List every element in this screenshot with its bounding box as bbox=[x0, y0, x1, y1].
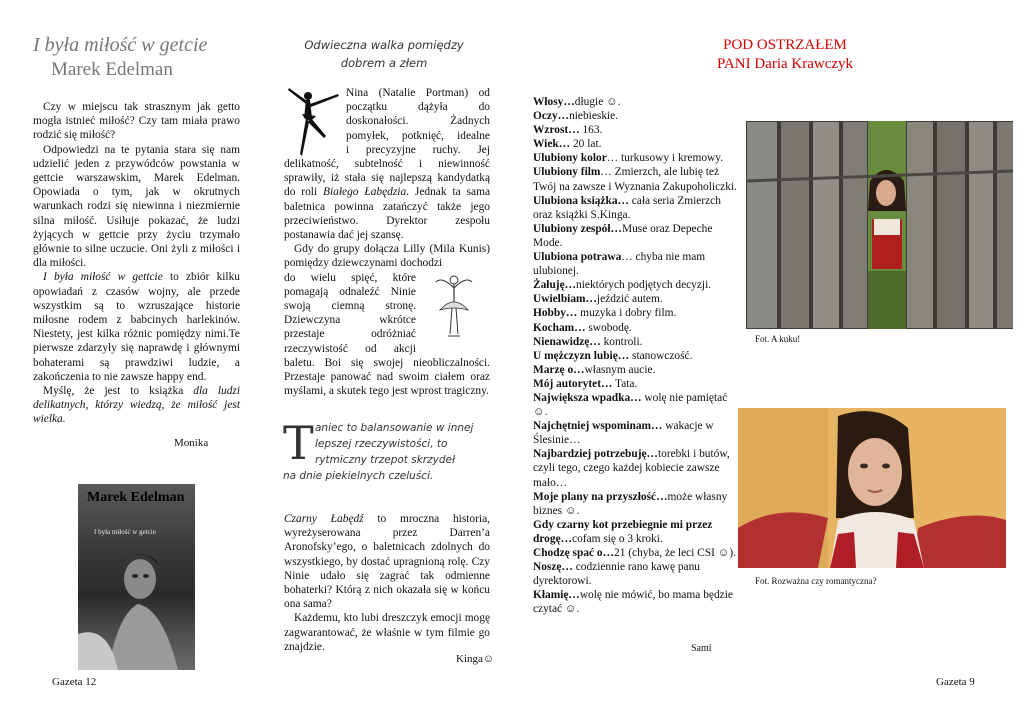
middle-heading bbox=[284, 36, 484, 72]
drop-cap: T bbox=[283, 416, 314, 470]
heading-line: dobrem a złem bbox=[340, 56, 428, 70]
paragraph-italic: Białego Łabędzia bbox=[323, 186, 407, 199]
qa-answer: własnym aucie. bbox=[584, 363, 656, 376]
article-author: Marek Edelman bbox=[51, 59, 173, 80]
photo-caption: Fot. A kuku! bbox=[755, 334, 801, 344]
text-line: swoją ciemną stronę. bbox=[284, 300, 416, 313]
qa-item bbox=[533, 447, 739, 489]
qa-question: Najbardziej potrzebuję… bbox=[533, 448, 658, 461]
signature: Monika bbox=[174, 437, 209, 449]
qa-question: Żałuję… bbox=[533, 279, 577, 292]
qa-question: Noszę… bbox=[533, 561, 573, 574]
qa-question: Nienawidzę… bbox=[533, 335, 601, 348]
qa-item bbox=[533, 109, 739, 123]
qa-answer: może własny biznes ☺. bbox=[533, 490, 728, 517]
qa-answer: … turkusowy i kremowy. bbox=[606, 152, 724, 165]
portrait-photo-icon bbox=[738, 408, 1006, 568]
photo-portrait bbox=[738, 408, 1006, 568]
paragraph: Każdemu, kto lubi dreszczyk emocji mogę zagwarantować, że właśnie w tym filmie go znajdzie. bbox=[284, 612, 490, 653]
qa-answer: Tata. bbox=[612, 377, 638, 390]
text-line: pomyłek, potknięć, idealne bbox=[346, 129, 490, 142]
heading-line: Odwieczna walka pomiędzy bbox=[304, 38, 464, 52]
qa-question: Uwielbiam… bbox=[533, 293, 597, 306]
paragraph-text: . Jednak ta sama baletnica powinna zatańczyć także jego przeciwieństwo. Dyrektor zespołu postanawia dać jej szansę. bbox=[284, 186, 491, 242]
qa-item bbox=[533, 137, 739, 151]
qa-answer: cofam się o 3 kroki. bbox=[572, 532, 663, 545]
paragraph bbox=[33, 384, 240, 427]
qa-answer: cała seria Zmierzch oraz książki S.Kinga. bbox=[533, 194, 721, 221]
ballerina-sketch-icon bbox=[430, 272, 478, 342]
middle-body-2 bbox=[284, 512, 490, 654]
photo-caption: Fot. Rozważna czy romantyczna? bbox=[755, 576, 877, 586]
qa-question: Ulubiony kolor bbox=[533, 152, 607, 165]
quote-line: aniec to balansowanie w innej bbox=[315, 422, 474, 434]
paragraph-text: to zbiór kilku opowiadań z czasów wojny, ale przede wszystkim są to wzruszające historie miłosne rodem z babcinych harlekinów. Niestety, jest kilka różnic pomiędzy nimi.Te pierwsze zdarzyły się naprawdę i głównymi bohaterami są prawdziwi ludzie, a zakończenia to nie zawsze happy end. bbox=[33, 271, 240, 383]
qa-answer: codziennie rano kawę panu dyrektorowi. bbox=[533, 561, 700, 588]
text-line: Nina (Natalie Portman) od bbox=[346, 87, 490, 99]
qa-item bbox=[533, 278, 739, 292]
qa-question: Ulubiona potrawa bbox=[533, 251, 622, 264]
quote-line: rytmiczny trzepot skrzydeł bbox=[315, 454, 455, 466]
qa-answer: Muse oraz Depeche Mode. bbox=[533, 222, 713, 249]
qa-item bbox=[533, 588, 739, 616]
page-number-left: Gazeta 12 bbox=[52, 676, 97, 688]
qa-question: Moje plany na przyszłość… bbox=[533, 490, 668, 503]
text-line: doskonałości. Żadnych bbox=[346, 115, 490, 128]
middle-body bbox=[284, 86, 490, 398]
text-line: pomagają odnaleźć Ninie bbox=[284, 285, 416, 298]
text-line: początku dążyła do bbox=[346, 101, 490, 114]
qa-question: Włosy… bbox=[533, 96, 575, 108]
wrapped-lines bbox=[346, 86, 490, 157]
qa-item bbox=[533, 306, 739, 320]
book-cover-title: I była miłość w getcie bbox=[94, 528, 156, 536]
paragraph-text: delikatność, subtelność i niewinność sprawiły, iż stała się najlepszą kandydatką do roli bbox=[284, 158, 490, 199]
qa-question: U mężczyzn lubię… bbox=[533, 349, 630, 362]
quote-line: lepszej rzeczywistości, to bbox=[315, 438, 448, 450]
left-article bbox=[33, 34, 248, 81]
book-title-inline: I była miłość w gettcie bbox=[43, 271, 163, 284]
book-cover-author: Marek Edelman bbox=[87, 490, 185, 505]
signature: Kinga☺ bbox=[456, 653, 495, 665]
qa-question: Kłamię… bbox=[533, 589, 580, 602]
qa-item bbox=[533, 518, 739, 546]
qa-question: Ulubiony zespół… bbox=[533, 222, 622, 235]
paragraph bbox=[284, 157, 490, 242]
paragraph: baletu. Boi się swojej nieobliczalności. Przestaje panować nad swoim ciałem oraz myślami, a skutek tego jest wprost tragiczny. bbox=[284, 356, 490, 398]
qa-answer: wolę nie mówić, bo mama będzie czytać ☺. bbox=[533, 589, 733, 616]
text-line: Dziewczyna wkrótce bbox=[284, 314, 416, 327]
qa-question: Najchętniej wspominam… bbox=[533, 420, 663, 433]
child-photo-icon bbox=[78, 484, 195, 670]
paragraph-italic: Czarny Łabędź bbox=[284, 513, 364, 525]
page-number-right: Gazeta 9 bbox=[936, 676, 975, 688]
paragraph bbox=[284, 512, 490, 611]
text-line: przestaje odróżniać bbox=[284, 328, 416, 341]
qa-question: Największa wpadka… bbox=[533, 391, 642, 404]
qa-answer: swobodę. bbox=[585, 321, 632, 334]
qa-answer: kontroli. bbox=[600, 335, 643, 348]
qa-item bbox=[533, 123, 739, 137]
title-line: POD OSTRZAŁEM bbox=[723, 37, 847, 53]
qa-item bbox=[533, 391, 739, 419]
qa-answer: torebki i butów, czyli tego, czego każdej kobiecie zawsze mało… bbox=[533, 448, 730, 489]
quote-block bbox=[283, 416, 488, 495]
qa-answer: 21 (chyba, że leci CSI ☺). bbox=[614, 547, 737, 559]
qa-answer: 20 lat. bbox=[570, 138, 602, 151]
qa-question: Kocham… bbox=[533, 321, 586, 334]
qa-answer: niebieskie. bbox=[569, 110, 619, 123]
paragraph: Gdy do grupy dołącza Lilly (Mila Kunis) pomiędzy dziewczynami dochodzi bbox=[284, 243, 490, 270]
book-cover-image bbox=[78, 484, 195, 670]
quote-line: na dnie piekielnych czeluści. bbox=[283, 470, 434, 482]
qa-item bbox=[533, 95, 739, 109]
qa-item bbox=[533, 194, 739, 222]
qa-question: Oczy… bbox=[533, 110, 570, 123]
photo-fence bbox=[746, 121, 1013, 329]
qa-answer: … chyba nie mam ulubionej. bbox=[533, 251, 706, 278]
qa-question: Wiek… bbox=[533, 138, 571, 151]
qa-item bbox=[533, 250, 739, 278]
qa-item bbox=[533, 335, 739, 349]
qa-question: Marzę o… bbox=[533, 363, 585, 376]
qa-question: Chodzę spać o… bbox=[533, 547, 615, 559]
paragraph: Odpowiedzi na te pytania stara się nam udzielić jeden z przywódców powstania w gettcie warszawskim, Marek Edelman. Opowiada o tym, jak w okrutnych warunkach rodzi się niewinna i niezmiernie silna miłość. Usiłuje pokazać, że ludzi żyjących w gettcie przy życiu trzymało głównie to silne uczucie. Oni żyli z miłości i dla miłości. bbox=[33, 143, 240, 270]
qa-question: Wzrost… bbox=[533, 124, 580, 137]
qa-item bbox=[533, 419, 739, 447]
qa-item bbox=[533, 546, 739, 560]
qa-item bbox=[533, 363, 739, 377]
paragraph-italic: dla ludzi delikatnych, którzy wiedzą, że miłość jest wielka. bbox=[33, 385, 240, 426]
interview-qa-list bbox=[533, 95, 739, 616]
qa-question: Ulubiony film bbox=[533, 166, 601, 179]
text-line: i precyzyjne ruchy. Jej bbox=[346, 143, 490, 156]
text-line: do wielu spięć, które bbox=[284, 271, 416, 284]
qa-answer: niektórych podjętych decyzji. bbox=[576, 279, 712, 292]
article-title: I była miłość w getcie bbox=[33, 34, 208, 56]
paragraph-text: to mroczna historia, wyreżyserowana przez Darren’a Aronofsky’ego, o baletnicach zdolnych do wszystkiego, by dostać upragnioną rolę. Czy Ninie udało się zagrać tak odmienne bohaterki? Którą z nich okazała się w końcu ona sama? bbox=[284, 513, 490, 611]
qa-answer: wakacje w Ślesinie… bbox=[533, 420, 714, 447]
qa-item bbox=[533, 377, 739, 391]
paragraph: Czy w miejscu tak strasznym jak getto mogła istnieć miłość? Czy tam miała prawo rodzić się miłość? bbox=[33, 101, 240, 142]
qa-item bbox=[533, 165, 739, 193]
wrapped-lines bbox=[284, 271, 416, 356]
paragraph bbox=[33, 270, 240, 384]
interview-title bbox=[690, 36, 880, 74]
qa-answer: długie ☺. bbox=[574, 96, 621, 108]
qa-question: Mój autorytet… bbox=[533, 377, 613, 390]
signature: Sami bbox=[691, 643, 712, 654]
qa-question: Hobby… bbox=[533, 307, 578, 320]
text-line: rzeczywistość od akcji bbox=[284, 342, 416, 355]
qa-answer: jeździć autem. bbox=[596, 293, 663, 306]
qa-item bbox=[533, 321, 739, 335]
qa-item bbox=[533, 222, 739, 250]
qa-answer: wolę nie pamiętać ☺. bbox=[533, 391, 728, 419]
qa-answer: muzyka i dobry film. bbox=[577, 307, 677, 320]
qa-answer: stanowczość. bbox=[629, 349, 693, 362]
qa-item bbox=[533, 560, 739, 588]
fence-photo-icon bbox=[746, 121, 1013, 329]
qa-item bbox=[533, 151, 739, 165]
paragraph-text: Myślę, że jest to książka bbox=[43, 385, 194, 398]
qa-answer: … Zmierzch, ale lubię też Twój na zawsze i Wyznania Zakupoholiczki. bbox=[533, 166, 737, 193]
qa-question: Gdy czarny kot przebiegnie mi przez drogę… bbox=[533, 518, 713, 545]
title-line: PANI Daria Krawczyk bbox=[716, 56, 854, 72]
left-body bbox=[33, 100, 240, 427]
qa-item bbox=[533, 349, 739, 363]
qa-question: Ulubiona książka… bbox=[533, 194, 629, 207]
qa-item bbox=[533, 490, 739, 518]
qa-answer: 163. bbox=[579, 124, 603, 137]
qa-item bbox=[533, 292, 739, 306]
